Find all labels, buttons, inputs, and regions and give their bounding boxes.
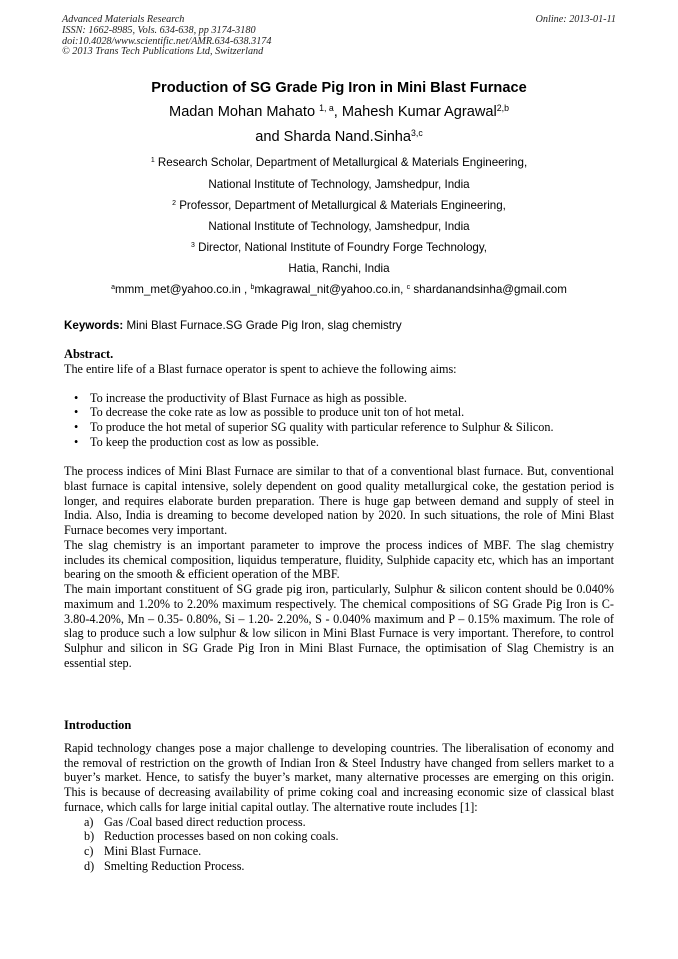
list-item <box>64 405 614 420</box>
list-item <box>64 435 614 450</box>
email-superscript: c <box>406 283 411 291</box>
author-conjunction: and <box>255 129 284 145</box>
email-address: shardanandsinha@gmail.com <box>410 283 567 296</box>
list-marker: b) <box>84 829 95 844</box>
abstract-paragraph: The slag chemistry is an important parameter to improve the process indices of MBF. The slag chemistry includes its chemical composition, liquidus temperature, fluidity, Sulphide capacity etc, which has an important bearing on the smooth & efficient operation of the MBF. <box>64 537 614 582</box>
affiliation-3-line-2: Hatia, Ranchi, India <box>288 262 390 275</box>
journal-header <box>62 15 616 58</box>
author-line-2 <box>0 129 678 145</box>
bullet-icon: • <box>74 435 79 450</box>
email-address: mmm_met@yahoo.co.in , <box>114 283 251 296</box>
list-item <box>64 420 614 435</box>
author-superscript: 1, a <box>319 102 334 113</box>
affiliation-superscript: 3 <box>190 241 195 249</box>
list-item <box>64 815 614 830</box>
list-item-text: Smelting Reduction Process. <box>104 859 245 874</box>
abstract-intro: The entire life of a Blast furnace operator is spent to achieve the following aims: <box>64 361 457 376</box>
affiliation-1-line-2: National Institute of Technology, Jamshedpur, India <box>208 178 470 191</box>
affiliation-2-line-1 <box>0 199 678 212</box>
list-item <box>64 391 614 406</box>
alternative-routes-list <box>64 815 614 875</box>
email-line <box>0 283 678 296</box>
list-item <box>64 829 614 844</box>
list-item-text: To decrease the coke rate as low as possible to produce unit ton of hot metal. <box>90 405 465 420</box>
abstract-paragraph: The main important constituent of SG grade pig iron, particularly, Sulphur & silicon content should be 0.040% maximum and 1.20% to 2.20% maximum respectively. The chemical compositions of SG Grade Pig Iron is C- 3.80-4.20%, Mn – 0.35- 0.80%, Si – 1.20- 2.20%, S - 0.040% maximum and P – 0.15% maximum. The role of slag to produce such a low sulphur & low silicon in Mini Blast Furnace is very important. Therefore, to control Sulphur and silicon in SG Grade Pig Iron in Mini Blast Furnace, the optimisation of Slag Chemistry is an essential step. <box>64 582 614 670</box>
introduction-paragraph: Rapid technology changes pose a major challenge to developing countries. The liberalisation of economy and the removal of restriction on the growth of Indian Iron & Steel Industry have changed from sellers market to a buyer’s market. Hence, to satisfy the buyer’s market, many alternative processes are emerging on this origin. This is because of decreasing availability of prime coking coal and increasing economic size of classical blast furnace, which calls for large initial capital outlay. The alternative route includes [1]: <box>64 740 614 814</box>
list-item-text: Gas /Coal based direct reduction process. <box>104 814 306 829</box>
author-name: Madan Mohan Mahato <box>169 104 316 120</box>
bullet-icon: • <box>74 405 79 420</box>
affiliation-1-line-1 <box>0 156 678 169</box>
affiliation-2-line-2: National Institute of Technology, Jamshedpur, India <box>208 220 470 233</box>
affiliation-text: Research Scholar, Department of Metallurgical & Materials Engineering, <box>154 156 528 169</box>
journal-name: Advanced Materials Research <box>62 14 185 25</box>
list-item-text: To keep the production cost as low as possible. <box>90 435 319 450</box>
affiliation-superscript: 1 <box>150 156 155 164</box>
list-item-text: Mini Blast Furnace. <box>104 844 202 859</box>
list-item <box>64 859 614 874</box>
keywords <box>64 319 402 332</box>
introduction-heading: Introduction <box>64 718 132 732</box>
list-item-text: To increase the productivity of Blast Furnace as high as possible. <box>90 390 407 405</box>
list-marker: d) <box>84 859 95 874</box>
issn-line: ISSN: 1662-8985, Vols. 634-638, pp 3174-3180 <box>62 24 256 36</box>
list-marker: c) <box>84 844 94 859</box>
copyright-line: © 2013 Trans Tech Publications Ltd, Switzerland <box>62 46 264 58</box>
introduction-section <box>64 718 614 874</box>
abstract-section <box>64 347 614 671</box>
affiliation-text: Professor, Department of Metallurgical & Materials Engineering, <box>175 199 506 212</box>
list-item-text: To produce the hot metal of superior SG quality with particular reference to Sulphur & Silicon. <box>90 420 554 435</box>
doi-line: doi:10.4028/www.scientific.net/AMR.634-638.3174 <box>62 35 272 47</box>
list-item-text: Reduction processes based on non coking coals. <box>104 829 339 844</box>
email-superscript: a <box>111 283 115 291</box>
email-superscript: b <box>250 283 255 291</box>
abstract-paragraph: The process indices of Mini Blast Furnace are similar to that of a conventional blast furnace. But, conventional blast furnace is capital intensive, solely dependent on good quality metallurgical coke, the gestation period is longer, and requires elaborate burden preparation. There is huge gap between demand and supply of steel in India. Also, India is dreaming to become developed nation by 2020. In such situations, the role of Mini Blast Furnace becomes very important. <box>64 464 614 538</box>
author-name: Sharda Nand.Sinha <box>283 129 412 145</box>
keywords-text: Mini Blast Furnace.SG Grade Pig Iron, slag chemistry <box>123 319 402 332</box>
list-marker: a) <box>84 814 94 829</box>
author-separator: , <box>333 104 342 120</box>
online-date: Online: 2013-01-11 <box>535 14 616 25</box>
author-superscript: 3,c <box>411 127 423 138</box>
aims-list <box>64 391 614 451</box>
paper-title: Production of SG Grade Pig Iron in Mini Blast Furnace <box>151 80 527 96</box>
abstract-heading: Abstract. <box>64 347 114 361</box>
bullet-icon: • <box>74 420 79 435</box>
list-item <box>64 844 614 859</box>
bullet-icon: • <box>74 390 79 405</box>
author-name: Mahesh Kumar Agrawal <box>341 104 497 120</box>
author-line-1 <box>0 104 678 120</box>
email-address: mkagrawal_nit@yahoo.co.in, <box>254 283 407 296</box>
keywords-label: Keywords: <box>64 319 124 332</box>
affiliation-superscript: 2 <box>172 199 176 207</box>
author-superscript: 2,b <box>496 102 509 113</box>
affiliation-3-line-1 <box>0 241 678 254</box>
affiliation-text: Director, National Institute of Foundry Forge Technology, <box>194 241 487 254</box>
